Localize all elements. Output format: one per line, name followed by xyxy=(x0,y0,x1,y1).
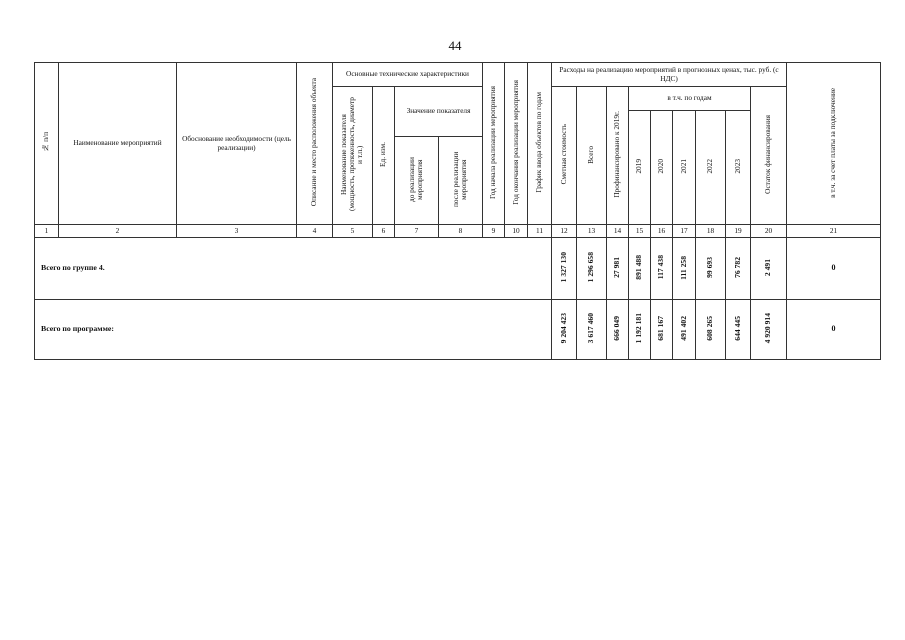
value-cell: 891 488 xyxy=(629,238,651,300)
value-cell: 681 167 xyxy=(651,300,673,360)
header-value-group: Значение показателя xyxy=(395,87,483,137)
col-number: 15 xyxy=(629,225,651,238)
col-number: 5 xyxy=(333,225,373,238)
header-year-2022: 2022 xyxy=(696,111,726,225)
header-expenses-group: Расходы на реализацию мероприятий в прогнозных ценах, тыс. руб. (с НДС) xyxy=(552,63,787,87)
header-col12: Сметная стоимость xyxy=(552,87,577,225)
value-cell: 666 049 xyxy=(607,300,629,360)
col-number: 17 xyxy=(673,225,696,238)
header-col3: Обоснование необходимости (цель реализации) xyxy=(177,63,297,225)
header-col1: № п/п xyxy=(35,63,59,225)
value-cell: 1 327 130 xyxy=(552,238,577,300)
table-row xyxy=(35,300,881,360)
col-number: 1 xyxy=(35,225,59,238)
value-cell: 117 438 xyxy=(651,238,673,300)
row-label: Всего по группе 4. xyxy=(35,238,552,300)
col-number: 3 xyxy=(177,225,297,238)
page-number: 44 xyxy=(448,38,462,53)
col-number: 13 xyxy=(577,225,607,238)
header-tech-group: Основные технические характеристики xyxy=(333,63,483,87)
col-number: 19 xyxy=(726,225,751,238)
col-number: 8 xyxy=(439,225,483,238)
value-cell: 111 258 xyxy=(673,238,696,300)
header-col10: Год окончания реализации мероприятия xyxy=(505,63,528,225)
header-year-2023: 2023 xyxy=(726,111,751,225)
header-col13: Всего xyxy=(577,87,607,225)
table-row xyxy=(35,238,881,300)
value-cell: 0 xyxy=(787,300,881,360)
header-col21: в т.ч. за счет платы за подключение xyxy=(787,63,881,225)
value-cell: 1 192 181 xyxy=(629,300,651,360)
value-cell: 27 981 xyxy=(607,238,629,300)
col-number: 2 xyxy=(59,225,177,238)
value-cell: 608 265 xyxy=(696,300,726,360)
col-number: 14 xyxy=(607,225,629,238)
program-summary-table xyxy=(34,62,881,360)
value-cell: 4 920 914 xyxy=(751,300,787,360)
header-col14: Профинансировано к 2019г. xyxy=(607,87,629,225)
header-col20: Остаток финансирования xyxy=(751,87,787,225)
value-cell: 99 693 xyxy=(696,238,726,300)
header-col4: Описание и место расположения объекта xyxy=(297,63,333,225)
col-number: 7 xyxy=(395,225,439,238)
col-number: 6 xyxy=(373,225,395,238)
col-number: 12 xyxy=(552,225,577,238)
header-col8: после реализации мероприятия xyxy=(439,137,483,225)
value-cell: 491 402 xyxy=(673,300,696,360)
header-col6: Ед. изм. xyxy=(373,87,395,225)
header-col9: Год начала реализации мероприятия xyxy=(483,63,505,225)
col-number: 21 xyxy=(787,225,881,238)
header-col7: до реализации мероприятия xyxy=(395,137,439,225)
header-year-2020: 2020 xyxy=(651,111,673,225)
col-number: 11 xyxy=(528,225,552,238)
col-number: 4 xyxy=(297,225,333,238)
value-cell: 3 617 460 xyxy=(577,300,607,360)
value-cell: 2 491 xyxy=(751,238,787,300)
col-number: 20 xyxy=(751,225,787,238)
row-label: Всего по программе: xyxy=(35,300,552,360)
header-col5: Наименование показателя (мощность, протяженность, диаметр и т.п.) xyxy=(333,87,373,225)
col-number: 16 xyxy=(651,225,673,238)
value-cell: 9 204 423 xyxy=(552,300,577,360)
header-year-2021: 2021 xyxy=(673,111,696,225)
col-number: 10 xyxy=(505,225,528,238)
header-year-2019: 2019 xyxy=(629,111,651,225)
value-cell: 644 445 xyxy=(726,300,751,360)
header-years-group: в т.ч. по годам xyxy=(629,87,751,111)
value-cell: 1 296 658 xyxy=(577,238,607,300)
header-col11: График ввода объектов по годам xyxy=(528,63,552,225)
value-cell: 0 xyxy=(787,238,881,300)
value-cell: 76 782 xyxy=(726,238,751,300)
col-number: 18 xyxy=(696,225,726,238)
header-col2: Наименование мероприятий xyxy=(59,63,177,225)
col-number: 9 xyxy=(483,225,505,238)
